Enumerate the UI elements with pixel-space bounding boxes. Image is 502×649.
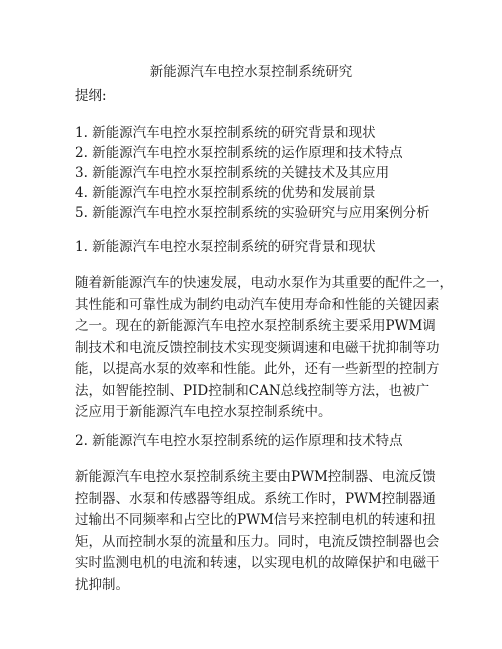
document-title: 新能源汽车电控水泵控制系统研究 xyxy=(149,64,353,80)
paragraph-line: 过输出不同频率和占空比的PWM信号来控制电机的转速和扭 xyxy=(75,512,436,528)
outline-item-4: 4. 新能源汽车电控水泵控制系统的优势和发展前景 xyxy=(75,185,376,201)
section-1-heading: 1. 新能源汽车电控水泵控制系统的研究背景和现状 xyxy=(75,239,376,255)
paragraph-line: 泛应用于新能源汽车电控水泵控制系统中。 xyxy=(75,404,332,420)
outline-item-5: 5. 新能源汽车电控水泵控制系统的实验研究与应用案例分析 xyxy=(75,205,430,221)
section-2-paragraph xyxy=(75,467,440,596)
outline-item-1: 1. 新能源汽车电控水泵控制系统的研究背景和现状 xyxy=(75,125,376,141)
paragraph-line: 矩，从而控制水泵的流量和压力。同时，电流反馈控制器也会 xyxy=(75,533,440,550)
paragraph-line: 其性能和可靠性成为制约电动汽车使用寿命和性能的关键因素 xyxy=(75,296,440,313)
paragraph-line: 控制器、水泵和传感器等组成。系统工作时，PWM控制器通 xyxy=(75,490,436,507)
paragraph-line: 新能源汽车电控水泵控制系统主要由PWM控制器、电流反馈 xyxy=(75,469,436,485)
paragraph-line: 制技术和电流反馈控制技术实现变频调速和电磁干扰抑制等功 xyxy=(75,339,440,356)
paragraph-line: 实时监测电机的电流和转速，以实现电机的故障保护和电磁干 xyxy=(75,555,440,571)
outline-item-2: 2. 新能源汽车电控水泵控制系统的运作原理和技术特点 xyxy=(75,145,403,161)
outline-item-3: 3. 新能源汽车电控水泵控制系统的关键技术及其应用 xyxy=(75,165,390,181)
paragraph-line: 扰抑制。 xyxy=(75,576,129,593)
section-2-heading: 2. 新能源汽车电控水泵控制系统的运作原理和技术特点 xyxy=(75,433,403,449)
paragraph-line: 之一。现在的新能源汽车电控水泵控制系统主要采用PWM调 xyxy=(75,318,436,334)
paragraph-line: 随着新能源汽车的快速发展，电动水泵作为其重要的配件之一， xyxy=(75,275,453,291)
outline-label: 提纲: xyxy=(75,88,107,104)
section-1-paragraph xyxy=(75,273,453,424)
paragraph-line: 能，以提高水泵的效率和性能。此外，还有一些新型的控制方 xyxy=(75,361,440,377)
paragraph-line: 法，如智能控制、PID控制和CAN总线控制等方法，也被广 xyxy=(75,382,430,399)
